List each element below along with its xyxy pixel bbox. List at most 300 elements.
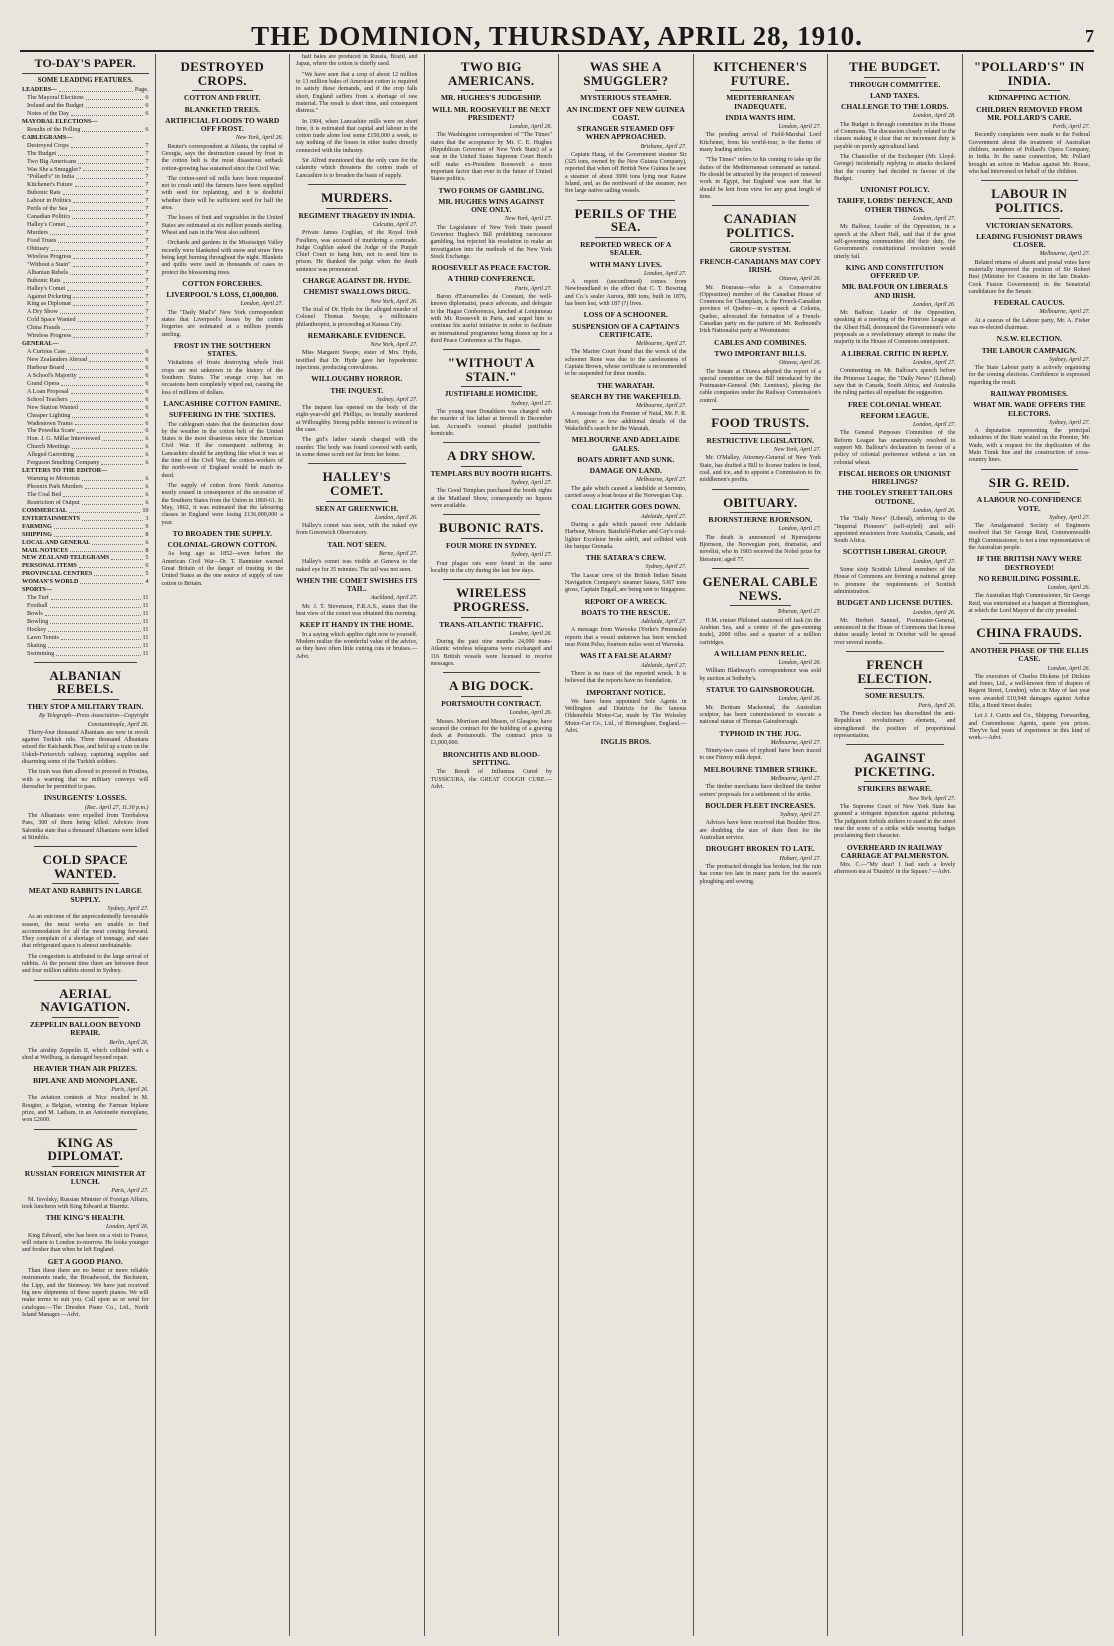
- toc-item-label: Bowls: [27, 610, 43, 618]
- article-subheading: BOATS TO THE RESCUE.: [581, 607, 671, 617]
- article-subheading: REPORT OF A WRECK.: [584, 596, 667, 606]
- toc-item-label: GENERAL—: [22, 340, 59, 348]
- toc-leader-dots: [85, 483, 144, 489]
- toc-item: [22, 491, 149, 499]
- toc-item: [22, 300, 149, 308]
- article-subheading: KING AND CONSTITUTION OFFERED UP.: [845, 262, 944, 281]
- toc-leader-dots: [70, 396, 144, 402]
- toc-item: [22, 158, 149, 166]
- toc-item: [22, 626, 149, 634]
- toc-item: [22, 348, 149, 356]
- article-subheading: TO BROADEN THE SUPPLY.: [172, 528, 272, 538]
- toc-item-label: Phoenix Park Murders: [27, 483, 83, 491]
- column-1-articles: [22, 669, 149, 1320]
- toc-leader-dots: [73, 253, 143, 259]
- article-paragraph: Mr. Herbert Samuel, Postmaster-General, announced in the House of Commons that license duties usually levied in October will be spread over several months.: [834, 617, 956, 646]
- article-paragraph: Halley's comet was visible at Geneva to the naked eye for 35 minutes. The tail was not seen.: [296, 559, 418, 573]
- headline-rule: [730, 242, 792, 243]
- toc-item-page: 6: [145, 403, 149, 411]
- toc-item-page: Page.: [134, 86, 149, 94]
- article-subheading: FOUR MORE IN SYDNEY.: [445, 541, 537, 551]
- column-rule: [577, 200, 675, 201]
- article-dateline: Sydney, April 27.: [511, 400, 552, 407]
- toc-item: [22, 269, 149, 277]
- article-subheading: THE LABOUR CAMPAIGN.: [981, 345, 1077, 355]
- toc-item-label: The Coal Bed: [27, 490, 62, 498]
- column-rule: [981, 619, 1079, 620]
- article-subheading: N.S.W. ELECTION.: [996, 334, 1062, 344]
- toc-leader-dots: [86, 94, 144, 100]
- article-dateline: London, April 26.: [912, 301, 956, 308]
- article-subheading: ZEPPELIN BALLOON BEYOND REPAIR.: [29, 1020, 141, 1038]
- toc-item-label: Food Trusts: [27, 236, 57, 244]
- toc-item-page: 7: [145, 173, 149, 181]
- toc-item-label: NEW ZEALAND TELEGRAMS: [22, 554, 110, 562]
- article-paragraph: The trial of Dr. Hyde for the alleged murder of Colonel Thomas Swope, a millionaire philanthropist, is proceeding at Kansas City.: [296, 306, 418, 328]
- column-rule: [443, 514, 541, 515]
- article-paragraph: The aviation contests at Nice resulted in M. Rougier, a Belgian, winning the Farman biplane prize, and M. Latham, in an Antoinette monoplane, won £2600.: [22, 1095, 149, 1124]
- toc-item-page: 6: [145, 379, 149, 387]
- article-paragraph: The Legislature of New York State passed Governor Hughes's Bill prohibiting racecourse gambling, but rejected his resolution to make an investigation into the methods of the New York Stock Exchange.: [430, 224, 552, 260]
- toc-item-label: The Powelka Scare: [27, 427, 75, 435]
- toc-item: [22, 618, 149, 626]
- article-dateline: Melbourne, April 27.: [770, 775, 821, 782]
- toc-item-page: 7: [145, 149, 149, 157]
- article-subheading: GET A GOOD PIANO.: [47, 1256, 123, 1266]
- headline-rule: [999, 90, 1061, 91]
- toc-item-label: Church Meetings: [27, 443, 70, 451]
- toc-item-page: 6: [145, 498, 149, 506]
- toc-item-page: 7: [145, 292, 149, 300]
- article-dateline: New York, April 27.: [908, 795, 956, 802]
- article-headline: KING AS DIPLOMAT.: [47, 1134, 124, 1164]
- article-paragraph: The General Purposes Committee of the Reform League has unanimously resolved to support Mr. Balfour's declaration in favour of a policy of colonial preference without a tax on colonial wheat.: [834, 430, 956, 466]
- toc-leader-dots: [80, 404, 143, 410]
- article-paragraph: The timber merchants have declined the timber sorters' proposals for a settlement of the strike.: [699, 784, 821, 798]
- article-dateline: Sydney, April 27.: [780, 812, 821, 819]
- article-dateline: London, April 26.: [1047, 585, 1090, 592]
- toc-item-label: "Pollard's" in India: [27, 173, 75, 181]
- toc-item: [22, 94, 149, 102]
- toc-leader-dots: [67, 221, 143, 227]
- toc-leader-dots: [82, 126, 143, 132]
- article-subheading: CHALLENGE TO THE LORDS.: [840, 102, 949, 112]
- article-subheading: REMARKABLE EVIDENCE.: [307, 330, 406, 340]
- toc-item-page: 7: [145, 229, 149, 237]
- headline-rule: [461, 617, 523, 618]
- article-subheading: THE TOOLEY STREET TAILORS OUTDONE.: [836, 488, 953, 506]
- toc-item-page: 7: [145, 308, 149, 316]
- article-dateline: New York, April 27.: [370, 342, 418, 349]
- article-dateline: London, April 27.: [778, 124, 821, 131]
- toc-item-page: 11: [142, 594, 149, 602]
- article-paragraph: The Lascar crew of the British Indian Steam Navigation Company's steamer Satara, 5367 tons gross, Captain Engall, are being sent to Singapore.: [565, 572, 687, 594]
- article-subheading: A THIRD CONFERENCE.: [447, 274, 536, 284]
- article-subheading: TYPHOID IN THE JUG.: [719, 728, 802, 738]
- article-subheading: BUDGET AND LICENSE DUTIES.: [836, 598, 953, 608]
- toc-item-page: 6: [145, 490, 149, 498]
- article-subheading: TEMPLARS BUY BOOTH RIGHTS.: [430, 468, 552, 478]
- article-headline: COLD SPACE WANTED.: [42, 852, 128, 881]
- article-dateline: London, April 26.: [374, 514, 418, 521]
- toc-item-label: Kitchener's Future: [27, 181, 73, 189]
- article-paragraph: Mr. Bertram Mackennal, the Australian sculptor, has been commissioned to execute a national statue of Thomas Gainsborough.: [699, 704, 821, 726]
- article-subheading: WAS IT A FALSE ALARM?: [580, 651, 672, 661]
- toc-leader-dots: [54, 531, 143, 537]
- article-paragraph: Captain Haug, of the Government steamer Sir (325 tons, owned by the New Guinea Company), reported that when off British New Guinea he saw a steamer of about 3000 tons lying near Kataw Island, and, as the northward of the steamer, two fire large native sailing vessels.: [565, 151, 687, 195]
- article-paragraph: The young man Donaldson was charged with the murder of his father at Inverell in December last. Accused's counsel pleaded justifiable homicide.: [430, 409, 552, 437]
- article-paragraph: There is no trace of the reported wreck. It is believed that the reports have no foundation.: [565, 670, 687, 685]
- toc-item: [22, 634, 149, 642]
- article-subheading: WILLOUGHBY HORROR.: [311, 374, 403, 384]
- toc-leader-dots: [78, 316, 144, 322]
- headline-rule: [999, 492, 1061, 493]
- article-dateline: Paris, April 27.: [514, 285, 552, 292]
- toc-leader-dots: [70, 547, 144, 553]
- article-subheading: A LIBERAL CRITIC IN REPLY.: [841, 348, 949, 358]
- headline-rule: [461, 538, 523, 539]
- column-2: [155, 54, 290, 1636]
- article-paragraph: During a gale which passed over Adelaide Harbour, Messrs. Baisfield-Parker and Coy's coal-lighter Excelsior broke adrift, and collided with the barque Grenada.: [565, 521, 687, 550]
- toc-leader-dots: [50, 602, 141, 608]
- toc-leader-dots: [61, 634, 141, 640]
- toc-item-page: 6: [145, 125, 149, 133]
- article-paragraph: The Good Templars purchased the booth rights at the Maitland Show, consequently no liquors were available.: [430, 488, 552, 510]
- article-subheading: UNIONIST POLICY.: [860, 185, 930, 195]
- article-dateline: Sydney, April 27.: [511, 552, 552, 559]
- toc-item: [22, 380, 149, 388]
- article-subheading: TWO FORMS OF GAMBLING.: [438, 185, 545, 195]
- column-rule: [712, 409, 810, 410]
- column-3: [289, 54, 424, 1636]
- article-paragraph: Reuter's correspondent at Atlanta, the capital of Georgia, says the destruction caused by frost in the cotton belt is the most disastrous setback cotton-growing has sustained since the Civil War.: [161, 143, 283, 172]
- toc-item-page: 11: [142, 610, 149, 618]
- article-dateline: Calcutta, April 27.: [372, 221, 418, 228]
- column-rule: [308, 463, 406, 464]
- article-paragraph: The Washington correspondent of "The Times" states that the acceptance by Mr. C. E. Hughes (Republican Governor of New York State) of a seat in the United States Supreme Court Bench will make ex-President Roosevelt a more important factor than ever in the future of United States politics.: [430, 132, 552, 183]
- toc-item-label: China Frauds: [27, 324, 61, 332]
- toc-leader-dots: [92, 539, 143, 545]
- toc-item-page: 6: [145, 411, 149, 419]
- column-6: [693, 54, 828, 1636]
- toc-item-page: 6: [145, 483, 149, 491]
- headline-rule: [52, 699, 119, 700]
- toc-leader-dots: [67, 285, 143, 291]
- toc-item-label: Cold Space Wanted: [27, 316, 76, 324]
- article-paragraph: M. Isvolsky, Russian Minister of Foreign Affairs, took luncheon with King Edward at Biarritz.: [22, 1196, 149, 1210]
- toc-item-label: Ireland and the Budget: [27, 102, 84, 110]
- toc-item-page: 4: [145, 578, 149, 586]
- toc-item-label: Halley's Comet: [27, 221, 66, 229]
- toc-leader-dots: [63, 491, 143, 497]
- article-dateline: New York, April 27.: [504, 216, 552, 223]
- article-headline: A BIG DOCK.: [448, 678, 534, 694]
- article-dateline: Constantinople, April 26.: [87, 721, 149, 728]
- article-paragraph: The Senate at Ottawa adopted the report of a special committee on the Bill introduced by the Postmaster-General (Mr. Lemieux), placing the cable companies under the Railway Commission's control.: [699, 368, 821, 404]
- toc-item: [22, 308, 149, 316]
- article-paragraph: The gale which caused a landslide at Sorrento, carried away a boat house at the Norwegian Cup.: [565, 485, 687, 499]
- article-paragraph: The death is announced of Bjornstjerne Bjornson, the Norwegian poet, dramatist, and novelist, who in 1903 received the Nobel prize for literature; aged 77.: [699, 534, 821, 563]
- article-subheading: SEEN AT GREENWICH.: [315, 503, 399, 513]
- toc-item-page: 6: [145, 109, 149, 117]
- toc-item: [22, 261, 149, 269]
- toc-leader-dots: [48, 642, 141, 648]
- toc-item: [22, 554, 149, 562]
- article-dateline: London, April 26.: [912, 507, 956, 514]
- article-subheading: LANCASHIRE COTTON FAMINE.: [163, 399, 282, 409]
- article-subheading: A WILLIAM PENN RELIC.: [714, 648, 807, 658]
- article-subheading: JUSTIFIABLE HOMICIDE.: [444, 389, 538, 399]
- article-paragraph: The congestion is attributed to the large arrival of rabbits. At the present time there are between three and four million rabbits stored in Sydney.: [22, 953, 149, 975]
- article-paragraph: Private James Coghlan, of the Royal Irish Fusiliers, was accused of murdering a comrade. Judge Coghlan asked the Judge of the Punjab Chief Court to hang him, not to send him to prison. He thanked the judge when the death sentence was pronounced.: [296, 230, 418, 273]
- toc-item-label: Hockey: [27, 625, 47, 633]
- article-headline: MURDERS.: [321, 190, 393, 205]
- toc-item-label: Albanian Rebels: [27, 268, 69, 276]
- toc-item-page: 8: [145, 530, 149, 538]
- article-paragraph: Belated returns of absent and postal votes have materially improved the position of Sir Robert Best (Minister for Customs in the late Deakin-Cook Fusion Government) in the Senatorial candidature for the Senate.: [968, 259, 1090, 295]
- toc-title: TO-DAY'S PAPER.: [22, 56, 149, 74]
- toc-leader-dots: [75, 181, 144, 187]
- article-paragraph: Miss Margaret Swope, sister of Mrs. Hyde, testified that Dr. Hyde gave her hypodermic injections, producing convulsions.: [296, 350, 418, 372]
- column-rule: [443, 349, 541, 350]
- column-rule: [981, 180, 1079, 181]
- article-subheading: TRANS-ATLANTIC TRAFFIC.: [439, 619, 544, 629]
- column-rule: [443, 579, 541, 580]
- article-paragraph: "The Times" refers to his coming to take up the duties of the Mediterranean command as natural. He should be attracted by the prospect of renewed work in Egypt, but England was sure that he should be lent from view for any great length of time.: [699, 157, 821, 200]
- article-paragraph: Four plague rats were found in the same locality in the city during the last few days.: [430, 560, 552, 574]
- toc-leader-dots: [77, 427, 144, 433]
- headline-rule: [730, 90, 792, 91]
- toc-item-page: 7: [145, 324, 149, 332]
- toc-item-page: 3: [145, 514, 149, 522]
- article-subheading: INDIA WANTS HIM.: [725, 112, 796, 122]
- toc-leader-dots: [69, 205, 143, 211]
- toc-leader-dots: [94, 570, 143, 576]
- article-subheading: ARTIFICIAL FLOODS TO WARD OFF FROST.: [165, 115, 280, 134]
- article-subheading: FREE COLONIAL WHEAT.: [847, 399, 942, 409]
- article-paragraph: We have been appointed Sole Agents in Wellington and Districts for the famous Oldsmobile Motor-Car, made by The Wolseley Motor-Car Co., Ltd., of Birmingham, England.—Advt.: [565, 698, 687, 735]
- toc-item-page: 11: [142, 633, 149, 641]
- article-subheading: NO REBUILDING POSSIBLE.: [978, 573, 1081, 583]
- toc-item-label: Wadestown Trams: [27, 419, 73, 427]
- article-dateline: Sydney, April 27.: [1049, 419, 1090, 426]
- article-dateline: Sydney, April 27.: [107, 905, 149, 912]
- column-4: [424, 54, 559, 1636]
- article-subheading: RUSSIAN FOREIGN MINISTER AT LUNCH.: [24, 1168, 146, 1187]
- toc-leader-dots: [76, 451, 143, 457]
- column-rule: [34, 846, 137, 847]
- toc-item-label: MAIL NOTICES: [22, 546, 68, 554]
- article-paragraph: The supply of cotton from North America nearly ceased in consequence of the secession of the Southern States from the Union in 1860-61. In May, 1862, it was estimated that the labouring classes in England were losing £136,000,000 a year.: [161, 483, 283, 526]
- toc-leader-dots: [58, 150, 143, 156]
- article-dateline: Melbourne, April 27.: [770, 739, 821, 746]
- toc-leader-dots: [50, 229, 143, 235]
- column-rule: [712, 568, 810, 569]
- article-headline: "WITHOUT A STAIN.": [447, 355, 535, 384]
- toc-item-page: 7: [145, 197, 149, 205]
- article-paragraph: Than these there are no better or more reliable instruments made, the Broadwood, the Bechstein, the Lipp, and the Steinway. We have just received big new shipments of these superb pianos. We will make terms to suit you. Call upon us or send for catalogue.—The Dresden Piano Co., Ltd., North Island Manager.—Advt.: [22, 1267, 149, 1318]
- article-dateline: New York, April 26.: [235, 135, 283, 142]
- toc-item: [22, 435, 149, 443]
- toc-item-page: 6: [145, 356, 149, 364]
- toc-item-label: Labour in Politics: [27, 197, 72, 205]
- article-paragraph: Sir Alfred mentioned that the only cure for the calamity which threatens the cotton trade of Lancashire is to broaden the basis of supply.: [296, 158, 418, 179]
- article-headline: A DRY SHOW.: [447, 448, 536, 464]
- article-dateline: Ottawa, April 26.: [779, 360, 821, 367]
- toc-leader-dots: [61, 380, 143, 386]
- headline-rule: [864, 688, 926, 689]
- article-subheading: CABLES AND COMBINES.: [714, 337, 807, 347]
- article-dateline: London, April 28.: [912, 113, 956, 120]
- toc-item: [22, 166, 149, 174]
- toc-item-label: Perils of the Sea: [27, 205, 68, 213]
- toc-item-page: 8: [145, 546, 149, 554]
- article-subheading: A LABOUR NO-CONFIDENCE VOTE.: [976, 495, 1082, 513]
- article-subheading: RAILWAY PROMISES.: [990, 389, 1069, 399]
- article-subheading: ROOSEVELT AS PEACE FACTOR.: [431, 263, 551, 273]
- article-dateline: Paris, April 27.: [111, 1188, 149, 1195]
- toc-item: [22, 181, 149, 189]
- article-paragraph: Orchards and gardens in the Mississippi Valley recently were blanketed with snow and straw fires being kept burning throughout the night. Blankets and quilts were used in thousands of cases to protect the blossoming trees.: [161, 240, 283, 276]
- article-dateline: By Telegraph—Press Association—Copyright: [39, 713, 149, 720]
- toc-item-page: 7: [145, 284, 149, 292]
- article-subheading: MYSTERIOUS STEAMER.: [580, 93, 672, 103]
- toc-item: [22, 515, 149, 523]
- headline-rule: [595, 237, 657, 238]
- article-subheading: TWO IMPORTANT BILLS.: [714, 348, 807, 358]
- toc-item-label: PROVINCIAL CENTRES: [22, 570, 93, 578]
- article-paragraph: The cotton-seed oil mills have been requested not to crush until the farmers have been supplied with seed for replanting, and it is doubtful whether there will be sufficient seed for half the area.: [161, 175, 283, 212]
- toc-leader-dots: [60, 308, 143, 314]
- article-headline: KITCHENER'S FUTURE.: [713, 59, 808, 88]
- article-subheading: BRONCHITIS AND BLOOD-SPITTING.: [442, 749, 540, 768]
- article-subheading: THE KING'S HEALTH.: [45, 1213, 125, 1223]
- toc-item: [22, 443, 149, 451]
- toc-item-label: Bubonic Rats: [27, 276, 61, 284]
- article-dateline: Melbourne, April 27.: [635, 477, 687, 484]
- toc-item-label: MAYORAL ELECTIONS—: [22, 117, 98, 125]
- toc-item-label: A Loan Proposal: [27, 387, 69, 395]
- toc-item-page: 6: [145, 562, 149, 570]
- article-dateline: Sydney, April 27.: [1049, 514, 1090, 521]
- article-subheading: TARIFF, LORDS' DEFENCE, AND OTHER THINGS.: [836, 196, 953, 214]
- toc-leader-dots: [59, 86, 133, 92]
- article-subheading: WHAT MR. WADE OFFERS THE ELECTORS.: [972, 400, 1086, 418]
- article-subheading: WHEN THE COMET SWISHES ITS TAIL.: [296, 575, 418, 594]
- toc-item-label: Lawn Tennis: [27, 633, 59, 641]
- headline-rule: [999, 218, 1061, 219]
- article-dateline: (Rec. April 27, 11.30 p.m.): [84, 804, 149, 811]
- article-paragraph: The girl's father stands charged with the murder. The body was found covered with earth, in some dense scrub not far from her home.: [296, 437, 418, 459]
- article-dateline: Melbourne, April 27.: [1039, 251, 1090, 258]
- toc-item-label: Grand Opera: [27, 379, 60, 387]
- article-dateline: Adelaide, April 27.: [640, 619, 687, 626]
- toc-leader-dots: [72, 213, 143, 219]
- article-subheading: BOULDER FLEET INCREASES.: [705, 800, 816, 810]
- page-number: 7: [1085, 25, 1094, 46]
- toc-item: [22, 221, 149, 229]
- column-rule: [443, 672, 541, 673]
- toc-item-label: ENTERTAINMENTS: [22, 514, 81, 522]
- article-subheading: LEADING FUSIONIST DRAWS CLOSER.: [976, 231, 1083, 249]
- article-dateline: Paris, April 26.: [111, 1086, 149, 1093]
- toc-item: [22, 523, 149, 531]
- article-paragraph: Messrs. Morrison and Mason, of Glasgow, have secured the contract for the building of a graving dock at Portsmouth. The contract price is £1,000,000.: [430, 718, 552, 747]
- article-headline: THE BUDGET.: [849, 59, 941, 74]
- article-subheading: OVERHEARD IN RAILWAY CARRIAGE AT PALMERSTON.: [840, 842, 949, 860]
- article-paragraph: The Result of Influenza Cured by TUSSICURA, the GREAT COUGH CURE.—Advt.: [430, 769, 552, 790]
- toc-item-label: Against Picketing: [27, 292, 72, 300]
- article-subheading: REPORTED WRECK OF A SEALER.: [580, 240, 672, 258]
- toc-list: [22, 86, 149, 658]
- column-rule: [712, 489, 810, 490]
- toc-leader-dots: [89, 356, 143, 362]
- toc-item-page: 7: [145, 189, 149, 197]
- toc-item-page: 11: [142, 625, 149, 633]
- article-subheading: AN INCIDENT OFF NEW GUINEA COAST.: [566, 104, 685, 122]
- article-paragraph: Commenting on Mr. Balfour's speech before the Primrose League, the "Daily News" (Liberal) says that in Canada, South Africa, and Australia the ruling parties all repudiate the suggestion.: [834, 368, 956, 397]
- article-subheading: CHEMIST SWALLOWS DRUG.: [303, 287, 411, 297]
- article-headline: CANADIAN POLITICS.: [723, 211, 797, 240]
- toc-leader-dots: [79, 562, 144, 568]
- article-headline: AERIAL NAVIGATION.: [40, 985, 131, 1015]
- toc-item: [22, 483, 149, 491]
- toc-leader-dots: [62, 324, 143, 330]
- article-dateline: Berlin, April 26.: [109, 1039, 149, 1046]
- article-paragraph: Baron d'Estournelles de Constant, the well-known diplomatist, peace advocate, and delegate to the Hague Conferences, lunched at Lonjumeau with Mr. Roosevelt in Paris, and urged him to continue his useful initiative in order to facilitate an international programme being drawn up for a third Peace Conference at The Hague.: [430, 293, 552, 344]
- toc-item-label: COMMERCIAL: [22, 506, 68, 514]
- article-headline: "POLLARD'S" IN INDIA.: [973, 59, 1085, 88]
- column-7: [827, 54, 962, 1636]
- article-subheading: LAND TAXES.: [870, 90, 920, 100]
- toc-item-label: A Curious Case: [27, 348, 66, 356]
- article-subheading: PORTSMOUTH CONTRACT.: [441, 698, 542, 708]
- article-headline: TWO BIG AMERICANS.: [448, 59, 535, 88]
- article-headline: DESTROYED CROPS.: [180, 59, 265, 88]
- toc-item-label: Ferguson Smelting Company: [27, 459, 100, 467]
- toc-item: [22, 427, 149, 435]
- toc-leader-dots: [82, 475, 144, 481]
- toc-item-page: 7: [145, 157, 149, 165]
- article-dateline: Perth, April 27.: [1052, 124, 1090, 131]
- toc-item: [22, 531, 149, 539]
- toc-item-page: 6: [145, 371, 149, 379]
- column-rule: [712, 205, 810, 206]
- toc-leader-dots: [54, 523, 144, 529]
- article-paragraph: At a caucus of the Labour party, Mr. A. Fisher was re-elected chairman.: [968, 317, 1090, 331]
- toc-item-label: Cheaper Lighting: [27, 411, 71, 419]
- article-paragraph: Advices have been received that Boulder Bros. are doubling the size of their fleet for the Australian service.: [699, 820, 821, 842]
- article-subheading: MR. BALFOUR ON LIBERALS AND IRISH.: [841, 282, 948, 300]
- toc-item-page: 6: [145, 348, 149, 356]
- toc-item-page: 6: [145, 427, 149, 435]
- toc-item: [22, 467, 149, 475]
- toc-item-page: 7: [145, 300, 149, 308]
- column-rule: [846, 651, 944, 652]
- article-paragraph: "We have seen that a crop of about 12 million to 13 million bales of American cotton is required to satisfy these demands, and if the crop falls short, England suffers from a shortage of raw material. The result is short time, and consequent distress.": [296, 71, 418, 115]
- toc-item: [22, 173, 149, 181]
- article-paragraph: Mr. Balfour, Leader of the Opposition, in a speech at the Albert Hall, said that if the great self-governing communities did their duty, the Government's constitutional revolution would utterly fail.: [834, 224, 956, 260]
- toc-item-label: School Teachers: [27, 395, 68, 403]
- toc-item-label: Restriction of Output: [27, 498, 80, 506]
- article-paragraph: Recently complaints were made to the Federal Government about the treatment of Australian children, members of Pollard's Opera Company, in India. In the same connection, Mr. Pollard brought an action in Madras against Mr. Rouse, who had intervened on behalf of the children.: [968, 132, 1090, 175]
- article-subheading: INGLIS BROS.: [600, 737, 651, 747]
- article-subheading: COTTON AND FRUIT.: [183, 93, 261, 103]
- toc-item: [22, 475, 149, 483]
- article-subheading: INSURGENTS' LOSSES.: [43, 793, 127, 803]
- article-subheading: GROUP SYSTEM.: [729, 245, 791, 255]
- article-dateline: London, April 26.: [509, 630, 552, 637]
